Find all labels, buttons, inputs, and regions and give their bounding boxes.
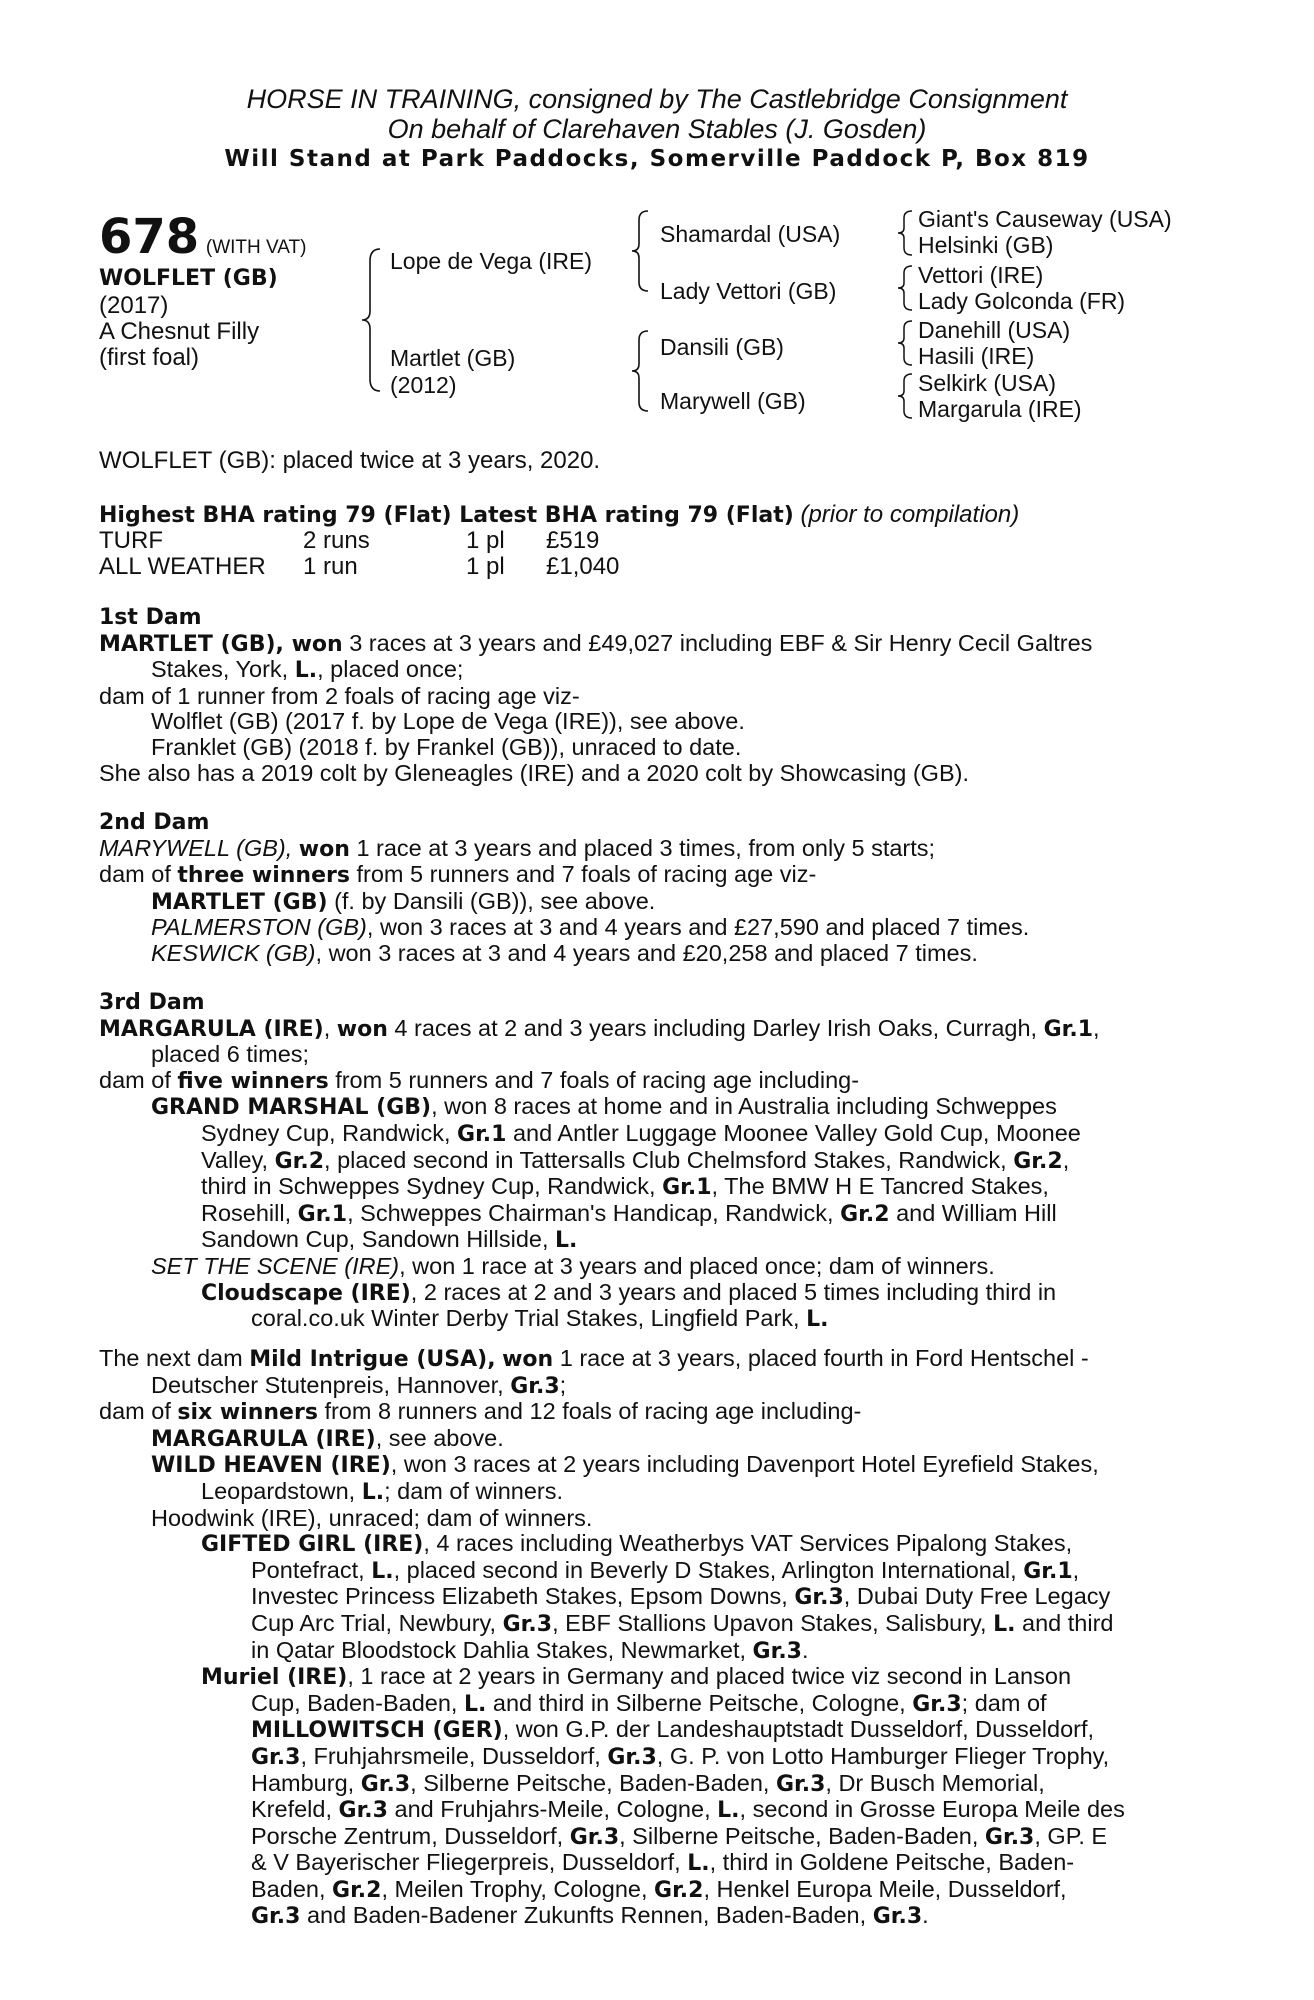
horse-note: (first foal) (99, 344, 200, 371)
grade-label: Gr.1 (1043, 1016, 1094, 1042)
pedigree-sire: Lope de Vega (IRE) (390, 248, 593, 274)
progeny-text: and third (1022, 1609, 1114, 1636)
ratings-row (99, 528, 163, 554)
progeny-text: Krefeld, (251, 1796, 332, 1823)
progeny-item: Wolflet (GB) (2017 f. by Lope de Vega (IRE)), see above. (151, 708, 745, 735)
ratings-headline (99, 502, 1019, 529)
grade-label: Gr.2 (274, 1148, 325, 1174)
grade-label: Gr.2 (654, 1877, 704, 1903)
progeny-text: , won 3 races at 2 years including Davenport Hotel Eyrefield Stakes, (390, 1451, 1099, 1478)
pedigree-brace-main (360, 245, 390, 395)
progeny-text: coral.co.uk Winter Derby Trial Stakes, Lingfield Park, (251, 1305, 800, 1332)
dam-record: 1 race at 3 years and placed 3 times, from only 5 starts; (356, 834, 936, 861)
pedigree-ssd: Helsinki (GB) (918, 232, 1054, 258)
grade-label: L. (361, 1479, 385, 1505)
vat-note: (WITH VAT) (205, 237, 307, 258)
grade-label: Gr.3 (502, 1611, 553, 1637)
won-label: won (291, 631, 343, 657)
progeny-text: , EBF Stallions Upavon Stakes, Salisbury, (552, 1609, 987, 1636)
progeny-text: , Dubai Duty Free Legacy (843, 1583, 1111, 1610)
progeny-name: PALMERSTON (GB) (151, 914, 367, 941)
pedigree-sire-sire: Shamardal (USA) (660, 221, 841, 247)
location-line: Will Stand at Park Paddocks, Somerville Paddock P, Box 819 (224, 146, 1090, 172)
grade-label: Gr.3 (251, 1744, 301, 1770)
grade-label: L. (717, 1798, 740, 1824)
progeny-text: Valley, (201, 1146, 269, 1173)
produce-a: dam of (99, 861, 171, 888)
grade-label: L. (555, 1228, 578, 1254)
pedigree-brace-ds (896, 318, 916, 368)
grade-label: L. (294, 658, 318, 684)
pedigree-brace-sire (630, 208, 654, 294)
grade-label: L. (993, 1611, 1016, 1637)
grade-label: Gr.1 (1023, 1558, 1073, 1584)
winners-count: five winners (177, 1068, 329, 1094)
pedigree-dam-sire: Dansili (GB) (660, 334, 784, 360)
progeny-text: , won 3 races at 3 and 4 years and £20,258 and placed 7 times. (315, 939, 978, 966)
grade-label: Gr.3 (872, 1904, 923, 1930)
progeny-text: , 2 races at 2 and 3 years and placed 5 times including third in (410, 1278, 1057, 1305)
progeny-text: ; dam of (961, 1689, 1047, 1716)
pedigree-brace-dam (630, 328, 654, 414)
progeny-text: and Antler Luggage Moonee Valley Gold Cup, Moonee (512, 1119, 1081, 1146)
won-label: won (298, 836, 350, 862)
progeny-text: Cup, Baden-Baden, (251, 1689, 458, 1716)
dam-record-cont: Stakes, York, (151, 656, 289, 683)
produce-a: dam of (99, 1398, 171, 1425)
progeny-text: and Fruhjahrs-Meile, Cologne, (394, 1796, 711, 1823)
progeny-text: & V Bayerischer Fliegerpreis, Dusseldorf, (251, 1849, 681, 1876)
pedigree-dam-dam: Marywell (GB) (660, 388, 806, 414)
progeny-name: MILLOWITSCH (GER) (251, 1718, 503, 1744)
race-summary: WOLFLET (GB): placed twice at 3 years, 2020. (99, 447, 601, 474)
grade-label: Gr.3 (607, 1744, 657, 1770)
progeny-text: Cup Arc Trial, Newbury, (251, 1609, 497, 1636)
horse-year: (2017) (99, 292, 169, 319)
pedigree-dss: Danehill (USA) (918, 317, 1071, 343)
won-label: won (336, 1016, 388, 1042)
produce-a: dam of (99, 1066, 171, 1093)
progeny-text: ; dam of winners. (384, 1477, 564, 1504)
next-dam-section: The next dam Mild Intrigue (USA), won 1 race at 3 years, placed fourth in Ford Hentschel - Deutscher Stutenpreis, Hannover, Gr.3; dam of six winners from 8 runners and 12 foals of racing age including- MARGARULA (IRE), see above. WILD HEAVEN (IRE), won 3 races at 2 years including Davenport Hotel Eyrefield Stakes, Leopardstown, L.; dam of winners. Hoodwink (IRE), unraced; dam of winners. GIFTED GIRL (IRE), 4 races including Weatherbys VAT Services Pipalong Stakes, Pontefract, L., placed second in Beverly D Stakes, Arlington International, Gr.1, Investec Princess Elizabeth Stakes, Epsom Downs, Gr.3, Dubai Duty Free Legacy Cup Arc Trial, Newbury, Gr.3, EBF Stallions Upavon Stakes, Salisbury, L. and third in Qatar Bloodstock Dahlia Stakes, Newmarket, Gr.3. Muriel (IRE), 1 race at 2 years in Germany and placed twice viz second in Lanson Cup, Baden-Baden, L. and third in Silberne Peitsche, Cologne, Gr.3; dam of MILLOWITSCH (GER), won G.P. der Landeshauptstadt Dusseldorf, Dusseldorf, Gr.3, Fruhjahrsmeile, Dusseldorf, Gr.3, G. P. von Lotto Hamburger Flieger Trophy, Hamburg, Gr.3, Silberne Peitsche, Baden-Baden, Gr.3, Dr Busch Memorial, Krefeld, Gr.3 and Fruhjahrs-Meile, Cologne, L., second in Grosse Europa Meile des Porsche Zentrum, Dusseldorf, Gr.3, Silberne Peitsche, Baden-Baden, Gr.3, GP. E & V Bayerischer Fliegerpreis, Dusseldorf, L., third in Goldene Peitsche, Baden- Baden, Gr.2, Meilen Trophy, Cologne, Gr.2, Henkel Europa Meile, Dusseldorf, Gr.3 and Baden-Badener Zukunfts Rennen, Baden-Baden, Gr.3. (99, 1346, 1205, 1930)
section-heading: 3rd Dam (99, 990, 205, 1015)
ratings-bold: Highest BHA rating 79 (Flat) Latest BHA rating 79 (Flat) (99, 503, 794, 528)
second-dam-section (99, 810, 1205, 967)
progeny-text: , Meilen Trophy, Cologne, (381, 1875, 648, 1902)
grade-label: Gr.3 (251, 1904, 301, 1930)
progeny-name: GRAND MARSHAL (GB) (151, 1095, 432, 1121)
progeny-text: Sandown Cup, Sandown Hillside, (201, 1226, 549, 1253)
first-dam-section (99, 605, 1205, 786)
progeny-name: GIFTED GIRL (IRE) (201, 1532, 424, 1558)
progeny-text: and third in Silberne Peitsche, Cologne, (492, 1689, 906, 1716)
progeny-name: Cloudscape (IRE) (201, 1280, 411, 1306)
section-heading: 2nd Dam (99, 810, 210, 835)
grade-label: Gr.3 (338, 1798, 388, 1824)
pedigree-sire-dam: Lady Vettori (GB) (660, 278, 837, 304)
progeny-text: Leopardstown, (201, 1477, 356, 1504)
pedigree-brace-ss (896, 208, 916, 258)
progeny-text: Baden, (251, 1875, 326, 1902)
pedigree-dam-year: (2012) (390, 372, 457, 398)
progeny-text: , G. P. von Lotto Hamburger Flieger Trophy, (656, 1742, 1110, 1769)
ratings-surface: TURF (99, 527, 163, 554)
ratings-surface: ALL WEATHER (99, 553, 266, 580)
grade-label: Gr.3 (984, 1824, 1035, 1850)
progeny-text: , third in Goldene Peitsche, Baden- (709, 1849, 1075, 1876)
progeny-text: Rosehill, (201, 1199, 292, 1226)
ratings-placed: 1 pl (466, 553, 505, 580)
dam-record-cont: Deutscher Stutenpreis, Hannover, (151, 1371, 504, 1398)
progeny-text: (f. by Dansili (GB)), see above. (334, 887, 656, 914)
dam-name: MARYWELL (GB), (99, 834, 293, 861)
grade-label: Gr.2 (1013, 1148, 1063, 1174)
period: . (922, 1902, 929, 1929)
grade-label: L. (687, 1851, 710, 1877)
grade-label: Gr.1 (297, 1201, 348, 1227)
progeny-text: , placed second in Tattersalls Club Chelmsford Stakes, Randwick, (324, 1146, 1007, 1173)
progeny-text: , Silberne Peitsche, Baden-Baden, (619, 1822, 979, 1849)
ratings-runs: 1 run (303, 553, 358, 580)
progeny-name: MARGARULA (IRE) (151, 1426, 376, 1452)
lot-number-row (99, 209, 307, 265)
progeny-item: Franklet (GB) (2018 f. by Frankel (GB)), unraced to date. (151, 733, 742, 760)
ratings-placed: 1 pl (466, 527, 505, 554)
progeny-text: and Baden-Badener Zukunfts Rennen, Baden-Baden, (306, 1902, 867, 1929)
progeny-text: , see above. (375, 1424, 504, 1451)
consignor-line: HORSE IN TRAINING, consigned by The Castlebridge Consignment (246, 84, 1068, 114)
progeny-text: , GP. E (1034, 1822, 1108, 1849)
grade-label: Gr.3 (510, 1373, 560, 1399)
progeny-text: , won 8 races at home and in Australia including Schweppes (431, 1093, 1057, 1120)
grade-label: Gr.3 (752, 1638, 802, 1664)
ratings-amount: £519 (546, 527, 600, 554)
grade-label: Gr.2 (332, 1877, 382, 1903)
horse-description: A Chesnut Filly (99, 318, 260, 345)
progeny-text: , The BMW H E Tancred Stakes, (711, 1173, 1049, 1200)
grade-label: Gr.3 (794, 1585, 844, 1611)
grade-label: Gr.3 (912, 1691, 962, 1717)
progeny-text: , won 1 race at 3 years and placed once; dam of winners. (399, 1252, 995, 1279)
progeny-name: MARTLET (GB) (151, 889, 328, 915)
grade-label: L. (463, 1691, 487, 1717)
progeny-text: Porsche Zentrum, Dusseldorf, (251, 1822, 564, 1849)
dam-record-cont: placed 6 times; (151, 1041, 310, 1068)
pedigree-dds: Selkirk (USA) (918, 370, 1057, 396)
produce-b: from 5 runners and 7 foals of racing age viz- (356, 861, 817, 888)
pedigree-dam: Martlet (GB) (390, 345, 516, 371)
progeny-name: Muriel (IRE) (201, 1665, 348, 1691)
ratings-amount: £1,040 (546, 553, 620, 580)
progeny-name: KESWICK (GB) (151, 939, 316, 966)
grade-label: L. (371, 1558, 394, 1584)
grade-label: Gr.1 (457, 1121, 507, 1147)
progeny-text: Sydney Cup, Randwick, (201, 1119, 451, 1146)
produce-b: from 5 runners and 7 foals of racing age including- (335, 1066, 860, 1093)
grade-label: Gr.3 (775, 1771, 826, 1797)
progeny-text: Pontefract, (251, 1556, 365, 1583)
dam-name: MARTLET (GB) (99, 631, 276, 657)
pedigree-brace-dd (896, 371, 916, 421)
also-has-line: She also has a 2019 colt by Gleneagles (IRE) and a 2020 colt by Showcasing (GB). (99, 759, 969, 786)
dam-record: 3 races at 3 years and £49,027 including EBF & Sir Henry Cecil Galtres (349, 629, 1093, 656)
progeny-text: Hamburg, (251, 1769, 355, 1796)
progeny-text: , Schweppes Chairman's Handicap, Randwick, (347, 1199, 834, 1226)
pedigree-ddd: Margarula (IRE) (918, 396, 1082, 422)
progeny-text: , 4 races including Weatherbys VAT Services Pipalong Stakes, (423, 1530, 1073, 1557)
ratings-runs: 2 runs (303, 527, 370, 554)
grade-label: Gr.3 (360, 1771, 411, 1797)
ratings-row (99, 554, 266, 580)
pedigree-sss: Giant's Causeway (USA) (918, 206, 1172, 232)
horse-name: WOLFLET (GB) (99, 266, 278, 291)
section-heading: 1st Dam (99, 605, 202, 630)
third-dam-section: 3rd Dam MARGARULA (IRE), won 4 races at 2 and 3 years including Darley Irish Oaks, Curragh, Gr.1, placed 6 times; dam of five winners from 5 runners and 7 foals of racing age including- GRAND MARSHAL (GB), won 8 races at home and in Australia including Schweppes Sydney Cup, Randwick, Gr.1 and Antler Luggage Moonee Valley Gold Cup, Moonee Valley, Gr.2, placed second in Tattersalls Club Chelmsford Stakes, Randwick, Gr.2, third in Schweppes Sydney Cup, Randwick, Gr.1, The BMW H E Tancred Stakes, Rosehill, Gr.1, Schweppes Chairman's Handicap, Randwick, Gr.2 and William Hill Sandown Cup, Sandown Hillside, L. SET THE SCENE (IRE), won 1 race at 3 years and placed once; dam of winners. Cloudscape (IRE), 2 races at 2 and 3 years and placed 5 times including third in coral.co.uk Winter Derby Trial Stakes, Lingfield Park, L. (99, 990, 1205, 1333)
progeny-text: in Qatar Bloodstock Dahlia Stakes, Newmarket, (251, 1636, 747, 1663)
progeny-text: , 1 race at 2 years in Germany and placed twice viz second in Lanson (347, 1663, 1072, 1690)
ratings-italic: (prior to compilation) (800, 501, 1020, 528)
progeny-text: , Dr Busch Memorial, (825, 1769, 1045, 1796)
dam-record-end: , placed once; (317, 656, 464, 683)
progeny-text: , placed second in Beverly D Stakes, Arlington International, (393, 1556, 1017, 1583)
dam-name: Mild Intrigue (USA), (249, 1347, 496, 1372)
winners-count: six winners (177, 1400, 318, 1426)
produce-b: from 8 runners and 12 foals of racing age including- (324, 1398, 862, 1425)
dam-record: 4 races at 2 and 3 years including Darley Irish Oaks, Curragh, (394, 1014, 1038, 1041)
progeny-text: third in Schweppes Sydney Cup, Randwick, (201, 1173, 656, 1200)
period: . (801, 1636, 809, 1663)
progeny-name: SET THE SCENE (IRE) (151, 1252, 400, 1279)
grade-label: L. (806, 1307, 829, 1333)
dam-record: 1 race at 3 years, placed fourth in Ford Hentschel - (559, 1345, 1089, 1371)
progeny-text: Investec Princess Elizabeth Stakes, Epsom Downs, (251, 1583, 788, 1610)
intro-text: The next dam (99, 1345, 243, 1371)
progeny-text: and William Hill (896, 1199, 1057, 1226)
grade-label: Gr.1 (662, 1175, 712, 1201)
grade-label: Gr.2 (840, 1201, 890, 1227)
progeny-text: , won G.P. der Landeshauptstadt Dusseldorf, Dusseldorf, (502, 1716, 1095, 1743)
progeny-text: , won 3 races at 3 and 4 years and £27,590 and placed 7 times. (366, 914, 1030, 941)
on-behalf-line: On behalf of Clarehaven Stables (J. Gosden) (387, 114, 927, 144)
progeny-text: , Fruhjahrsmeile, Dusseldorf, (300, 1742, 601, 1769)
dam-name: MARGARULA (IRE) (99, 1016, 324, 1042)
pedigree-dsd: Hasili (IRE) (918, 343, 1035, 369)
progeny-text: , second in Grosse Europa Meile des (739, 1796, 1125, 1823)
comma: , (275, 631, 292, 657)
won-label: won (502, 1347, 554, 1372)
progeny-text: , Henkel Europa Meile, Dusseldorf, (703, 1875, 1067, 1902)
progeny-item: Hoodwink (IRE), unraced; dam of winners. (151, 1504, 593, 1531)
grade-label: Gr.3 (569, 1824, 620, 1850)
pedigree-sdd: Lady Golconda (FR) (918, 288, 1126, 314)
progeny-name: WILD HEAVEN (IRE) (151, 1453, 391, 1479)
dam-produce-line: dam of 1 runner from 2 foals of racing age viz- (99, 682, 580, 709)
pedigree-brace-sd (896, 263, 916, 313)
lot-number: 678 (99, 209, 200, 265)
winners-count: three winners (177, 863, 350, 889)
progeny-text: , Silberne Peitsche, Baden-Baden, (410, 1769, 770, 1796)
pedigree-sds: Vettori (IRE) (918, 262, 1044, 288)
